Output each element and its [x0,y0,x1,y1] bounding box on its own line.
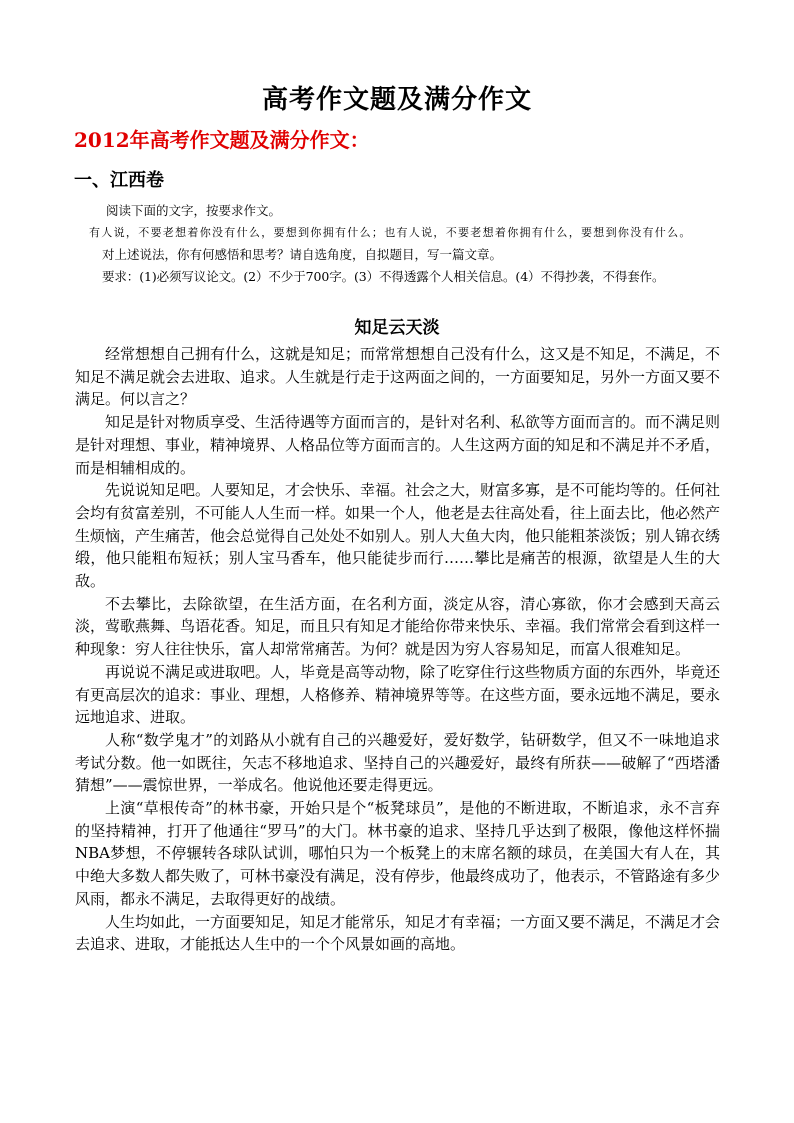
essay-paragraph: 人生均如此，一方面要知足，知足才能常乐，知足才有幸福；一方面又要不满足，不满足才会去追求、进取，才能抵达人生中的一个个风景如画的高地。 [75,912,721,954]
essay-paragraph: 知足是针对物质享受、生活待遇等方面而言的，是针对名利、私欲等方面而言的。而不满足则是针对理想、事业，精神境界、人格品位等方面而言的。人生这两方面的知足和不满足并不矛盾，而是相辅相成的。 [75,413,721,477]
essay-title: 知足云天淡 [354,318,440,338]
essay-paragraph: 经常想想自己拥有什么，这就是知足；而常常想想自己没有什么，这又是不知足，不满足，不知足不满足就会去进取、追求。人生就是行走于这两面之间的，一方面要知足，另外一方面又要不满足。何以言之？ [75,345,721,409]
essay-paragraph: 人称“数学鬼才”的刘路从小就有自己的兴趣爱好，爱好数学，钻研数学，但又不一味地追求考试分数。他一如既往，矢志不移地追求、坚持自己的兴趣爱好，最终有所获——破解了“西塔潘猜想”——震惊世界，一举成名。他说他还要走得更远。 [75,730,720,795]
essay-prompt [74,200,738,288]
prompt-requirements: 要求：(1)必须写议论文。(2）不少于700字。(3）不得透露个人相关信息。(4）不得抄袭，不得套作。 [102,269,665,284]
prompt-instruction: 阅读下面的文字，按要求作文。 [106,203,282,218]
prompt-question: 对上述说法，你有何感悟和思考？请自选角度，自拟题目，写一篇文章。 [102,247,503,262]
essay-paragraph: 再说说不满足或进取吧。人，毕竟是高等动物，除了吃穿住行这些物质方面的东西外，毕竟还有更高层次的追求：事业、理想，人格修养、精神境界等等。在这些方面，要永远地不满足，要永远地追求、进取。 [75,662,721,727]
essay-body [75,343,720,956]
essay-paragraph: 上演“草根传奇”的林书豪，开始只是个“板凳球员”，是他的不断进取，不断追求，永不言弃的坚持精神，打开了他通往“罗马”的大门。林书豪的追求、坚持几乎达到了极限，像他这样怀揣NBA梦想，不停辗转各球队试训，哪怕只为一个板凳上的末席名额的球员，在美国大有人在，其中绝大多数人都失败了，可林书豪没有满足，没有停步，他最终成功了，他表示，不管路途有多少风雨，都永不满足，去取得更好的战绩。 [75,799,721,908]
document-subtitle: 2012年高考作文题及满分作文： [74,128,370,152]
document-title: 高考作文题及满分作文 [261,85,532,115]
section-heading: 一、江西卷 [74,170,164,191]
essay-paragraph: 先说说知足吧。人要知足，才会快乐、幸福。社会之大，财富多寡，是不可能均等的。任何社会均有贫富差别，不可能人人生而一样。如果一个人，他老是去往高处看，往上面去比，他必然产生烦恼，产生痛苦，他会总觉得自己处处不如别人。别人大鱼大肉，他只能粗茶淡饭；别人锦衣绣缎，他只能粗布短袄；别人宝马香车，他只能徒步而行……攀比是痛苦的根源，欲望是人生的大敌。 [75,481,721,591]
essay-paragraph: 不去攀比，去除欲望，在生活方面，在名利方面，淡定从容，清心寡欲，你才会感到天高云淡，莺歌燕舞、鸟语花香。知足，而且只有知足才能给你带来快乐、幸福。我们常常会看到这样一种现象：穷人往往快乐，富人却常常痛苦。为何？就是因为穷人容易知足，而富人很难知足。 [75,594,721,659]
prompt-quote: 有人说，不要老想着你没有什么，要想到你拥有什么；也有人说，不要老想着你拥有什么，要想到你没有什么。 [89,226,692,239]
